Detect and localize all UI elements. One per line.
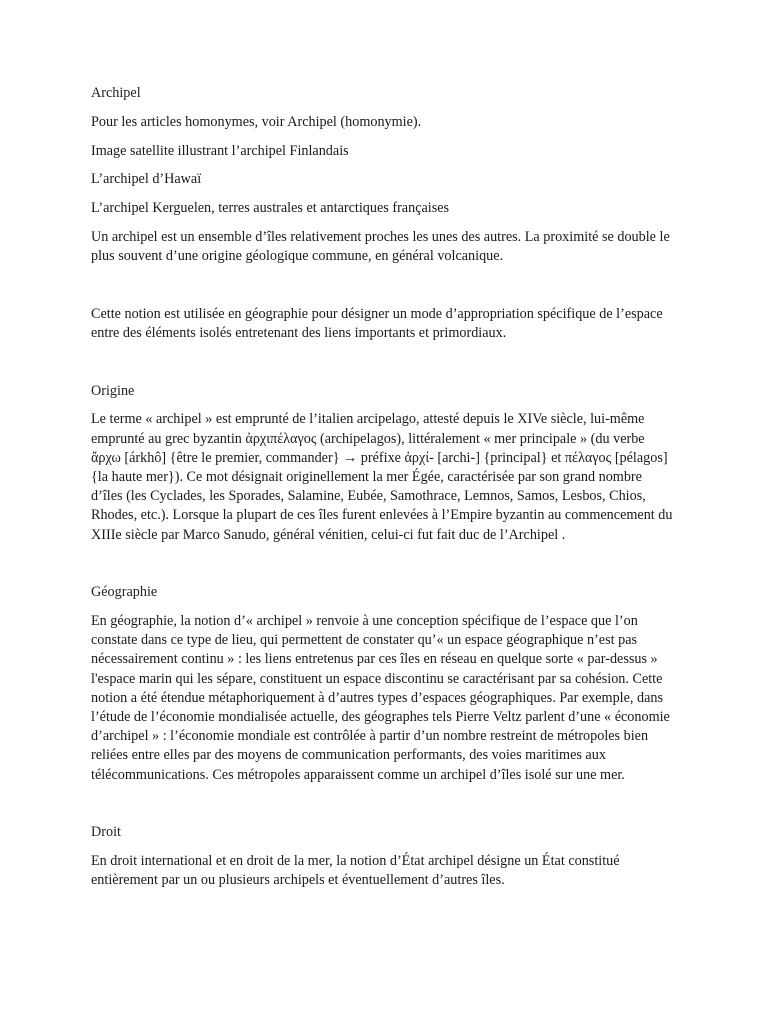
section-body-geographie: En géographie, la notion d’« archipel » renvoie à une conception spécifique de l’espace que l’on constate dans ce type de lieu, qui permettent de constater qu’« un espace géographique n’est pas nécessairement continu » : les liens entretenus par ces îles en réseau en quelque sorte « par-dessus » l'espace marin qui les sépare, constituent un espace discontinu se caractérisant par sa cohésion. Cette notion a été étendue métaphoriquement à d’autres types d’espaces géographiques. Par exemple, dans l’étude de l’économie mondialisée actuelle, des géographes tels Pierre Veltz parlent d’une « économie d’archipel » : l’économie mondiale est contrôlée à partir d’un nombre restreint de métropoles bien reliées entre elles par des moyens de communication performants, des voies maritimes aux télécommunications. Ces métropoles apparaissent comme un archipel d’îles isolé sur une mer.: [91, 612, 670, 783]
document-title: Archipel: [91, 85, 141, 101]
image-caption-hawaii: L’archipel d’Hawaï: [91, 171, 202, 188]
homonymy-note: Pour les articles homonymes, voir Archipel (homonymie).: [91, 113, 422, 130]
notion-paragraph: Cette notion est utilisée en géographie pour désigner un mode d’appropriation spécifique de l’espace entre des éléments isolés entretenant des liens importants et primordiaux.: [91, 305, 663, 341]
section-heading-droit: Droit: [91, 824, 121, 841]
section-body-droit: En droit international et en droit de la mer, la notion d’État archipel désigne un État constitué entièrement par un ou plusieurs archipels et éventuellement d’autres îles.: [91, 853, 620, 889]
definition-paragraph: Un archipel est un ensemble d’îles relativement proches les unes des autres. La proximité se double le plus souvent d’une origine géologique commune, en général volcanique.: [91, 228, 670, 265]
image-caption-finland: Image satellite illustrant l’archipel Finlandais: [91, 142, 349, 159]
section-body-origine: Le terme « archipel » est emprunté de l’italien arcipelago, attesté depuis le XIVe siècle, lui-même emprunté au grec byzantin ἀρχιπέλαγος (archipelagos), littéralement « mer principale » (du verbe ἄρχω [árkhô] {être le premier, commander} → préfixe ἀρχί- [archi-] {principal} et πέλαγος [pélagos] {la haute mer}). Ce mot désignait originellement la mer Égée, caractérisée par son grand nombre d’îles (les Cyclades, les Sporades, Salamine, Eubée, Samothrace, Lemnos, Samos, Lesbos, Chios, Rhodes, etc.). Lorsque la plupart de ces îles furent enlevées à l’Empire byzantin au commencement du XIIIe siècle par Marco Sanudo, général vénitien, celui-ci fut fait duc de l’Archipel .: [91, 411, 673, 543]
document-page: [91, 84, 675, 890]
section-heading-origine: Origine: [91, 382, 135, 399]
image-caption-kerguelen: L’archipel Kerguelen, terres australes et antarctiques françaises: [91, 200, 450, 217]
section-heading-geographie: Géographie: [91, 584, 158, 601]
